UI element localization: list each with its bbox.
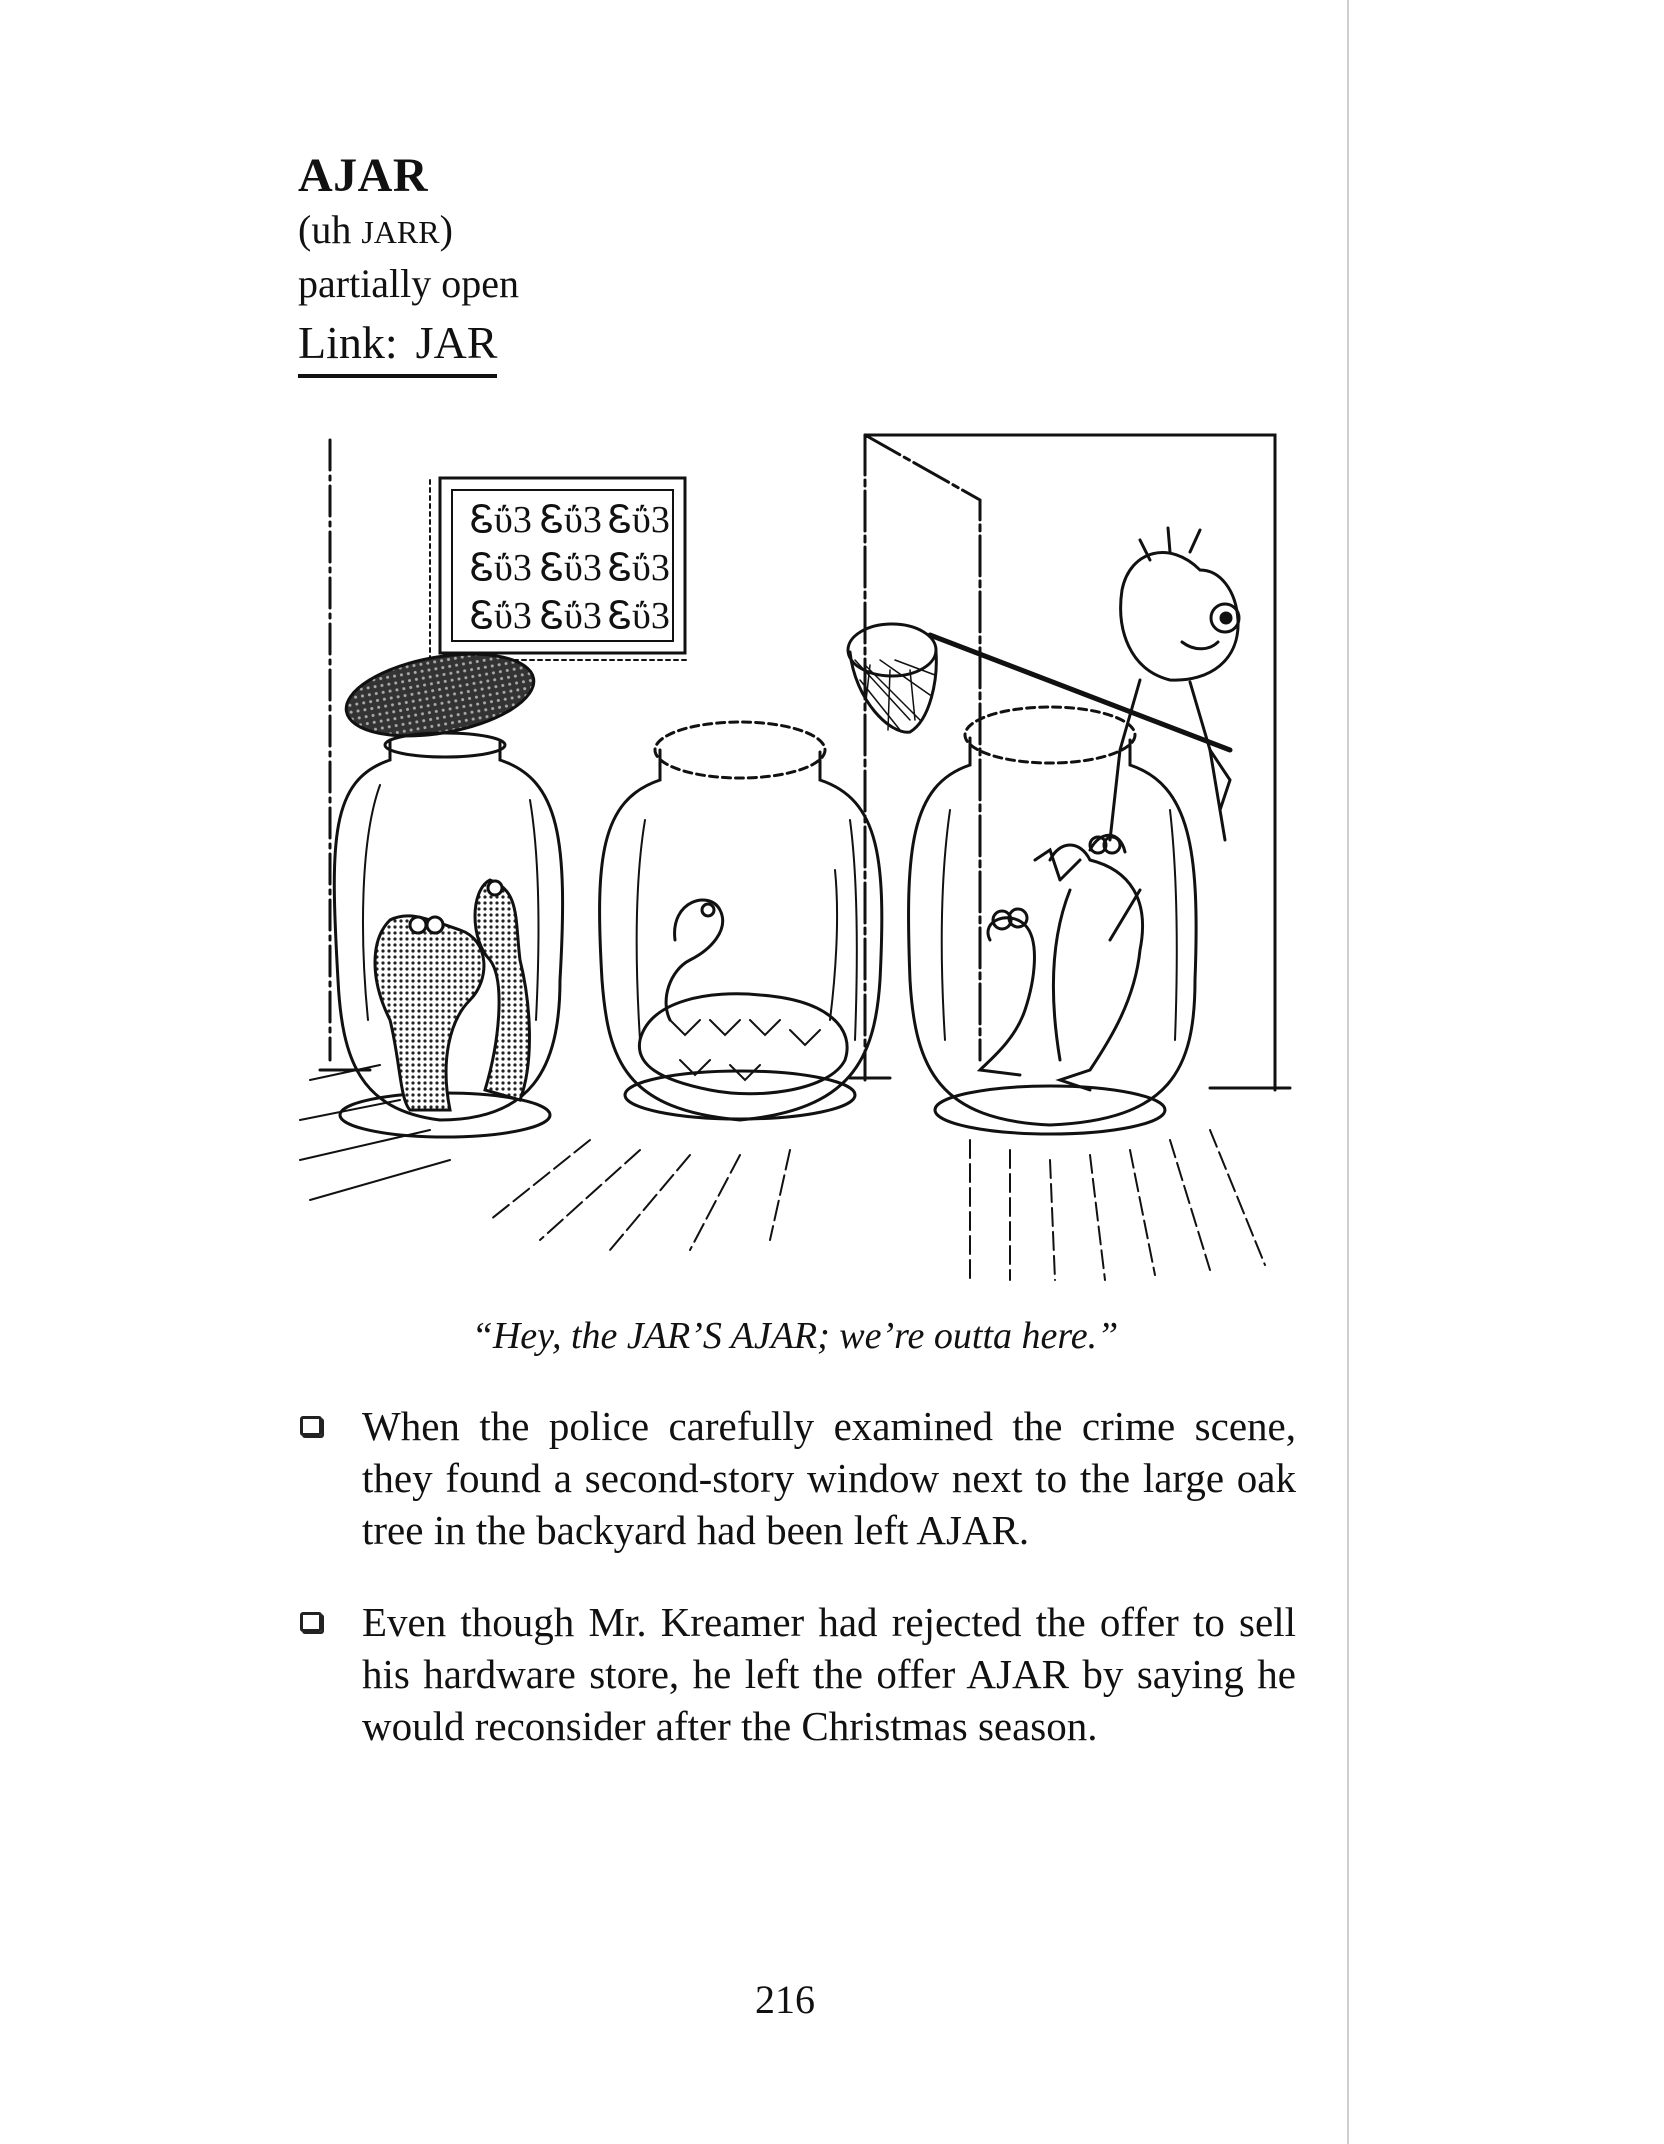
jar-right — [909, 707, 1197, 1134]
link-line — [298, 314, 497, 378]
butterfly-5: Ꮛΰ3 — [540, 547, 602, 589]
page-number: 216 — [755, 1977, 815, 2022]
butterfly-8: Ꮛΰ3 — [540, 595, 602, 637]
example-text: Even though Mr. Kreamer had rejected the offer to sell his hardware store, he left the offer AJAR by saying he would reconsider after the Christmas season. — [362, 1599, 1296, 1749]
example-item — [296, 1400, 1296, 1556]
example-text: When the police carefully examined the crime scene, they found a second-story window next to the large oak tree in the backyard had been left AJAR. — [362, 1403, 1296, 1553]
jar-middle-lid — [655, 722, 825, 778]
checkbox-icon — [300, 1416, 322, 1436]
example-item — [296, 1596, 1296, 1752]
boy-with-net — [848, 528, 1239, 840]
page-edge-rule — [1347, 0, 1349, 2144]
butterfly-9: Ꮛΰ3 — [608, 595, 670, 637]
cartoon-caption: “Hey, the JAR’S AJAR; we’re outta here.” — [471, 1315, 1119, 1357]
butterfly-1: Ꮛΰ3 — [470, 499, 532, 541]
butterfly-6: Ꮛΰ3 — [608, 547, 670, 589]
pronunciation — [298, 204, 898, 258]
butterfly-2: Ꮛΰ3 — [540, 499, 602, 541]
open-door — [865, 435, 980, 1080]
example-list — [296, 1400, 1296, 1792]
butterfly-3: Ꮛΰ3 — [608, 499, 670, 541]
framed-butterflies — [470, 499, 670, 637]
definition: partially open — [298, 261, 520, 306]
jar-middle — [600, 722, 882, 1120]
pronunciation-open: (uh — [298, 207, 362, 252]
floor-boards-middle — [490, 1140, 790, 1250]
link-label: Link: — [298, 317, 398, 368]
floor-boards-right — [970, 1130, 1265, 1280]
jar-left — [334, 641, 562, 1137]
butterfly-7: Ꮛΰ3 — [470, 595, 532, 637]
jar-right-lid — [965, 707, 1135, 763]
cartoon-illustration — [290, 420, 1300, 1315]
link-word: JAR — [415, 317, 498, 368]
pronunciation-stress: JARR — [361, 214, 440, 250]
entry-header — [298, 148, 898, 378]
checkbox-icon — [300, 1612, 322, 1632]
headword: AJAR — [298, 149, 428, 202]
butterfly-4: Ꮛΰ3 — [470, 547, 532, 589]
cartoon-svg — [290, 420, 1300, 1315]
pronunciation-close: ) — [439, 207, 453, 252]
